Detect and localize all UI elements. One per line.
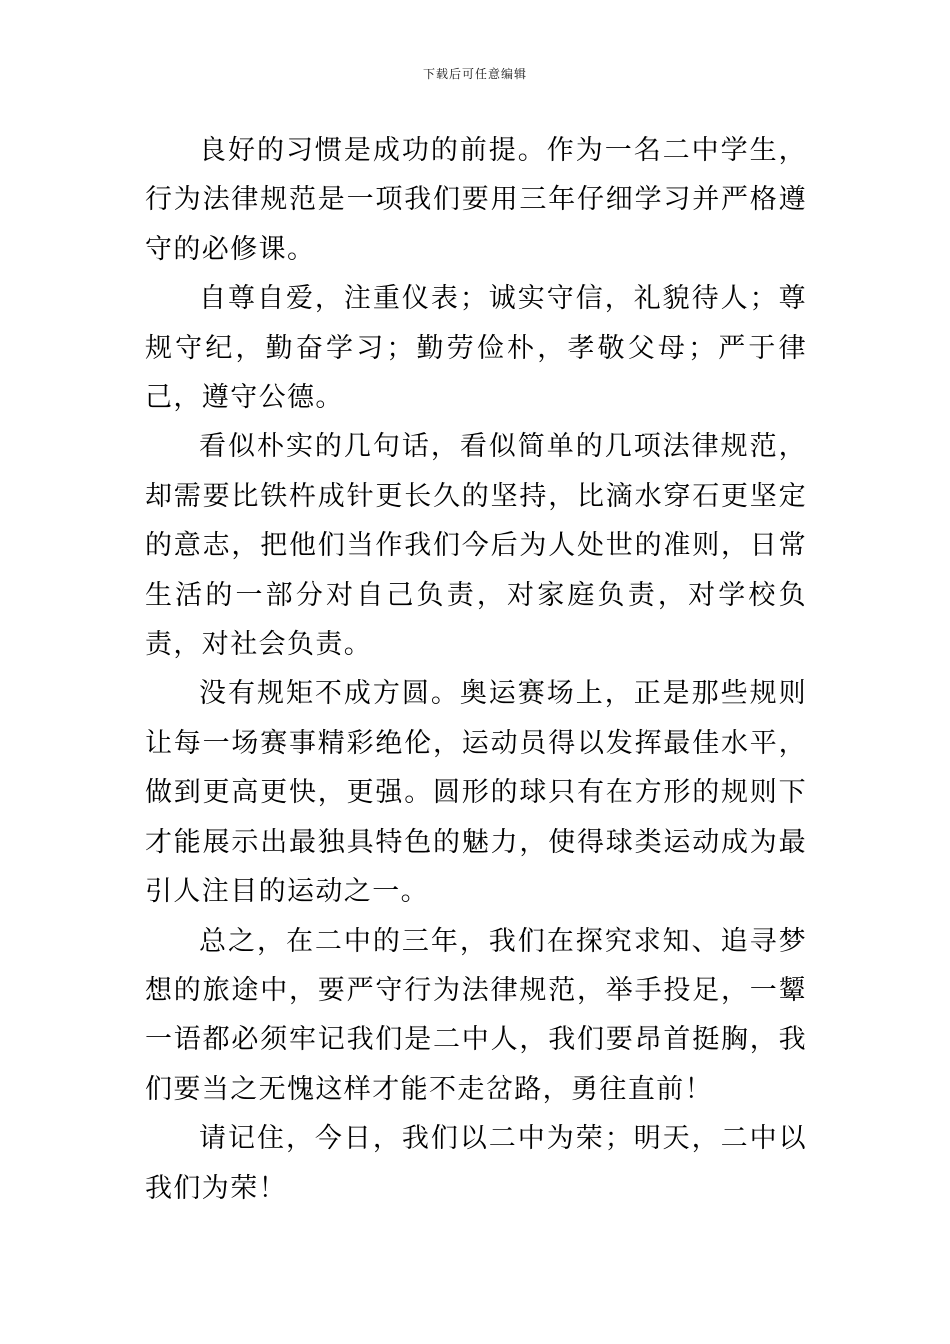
paragraph-1: 良好的习惯是成功的前提。作为一名二中学生，行为法律规范是一项我们要用三年仔细学习并严格遵守的必修课。 (145, 135, 807, 265)
paragraph-6: 请记住，今日，我们以二中为荣；明天，二中以我们为荣！ (145, 1123, 807, 1204)
document-body (145, 126, 807, 1213)
paragraph-5: 总之，在二中的三年，我们在探究求知、追寻梦想的旅途中，要严守行为法律规范，举手投足，一颦一语都必须牢记我们是二中人，我们要昂首挺胸，我们要当之无愧这样才能不走岔路，勇往直前！ (145, 925, 807, 1105)
page-header: 下载后可任意编辑 (422, 67, 527, 81)
paragraph-4: 没有规矩不成方圆。奥运赛场上，正是那些规则让每一场赛事精彩绝伦，运动员得以发挥最佳水平，做到更高更快，更强。圆形的球只有在方形的规则下才能展示出最独具特色的魅力，使得球类运动成为最引人注目的运动之一。 (145, 678, 807, 908)
paragraph-3: 看似朴实的几句话，看似简单的几项法律规范，却需要比铁杵成针更长久的坚持，比滴水穿石更坚定的意志，把他们当作我们今后为人处世的准则，日常生活的一部分对自己负责，对家庭负责，对学校负责，对社会负责。 (145, 431, 807, 661)
paragraph-2: 自尊自爱，注重仪表；诚实守信，礼貌待人；尊规守纪，勤奋学习；勤劳俭朴，孝敬父母；严于律己，遵守公德。 (145, 283, 807, 414)
